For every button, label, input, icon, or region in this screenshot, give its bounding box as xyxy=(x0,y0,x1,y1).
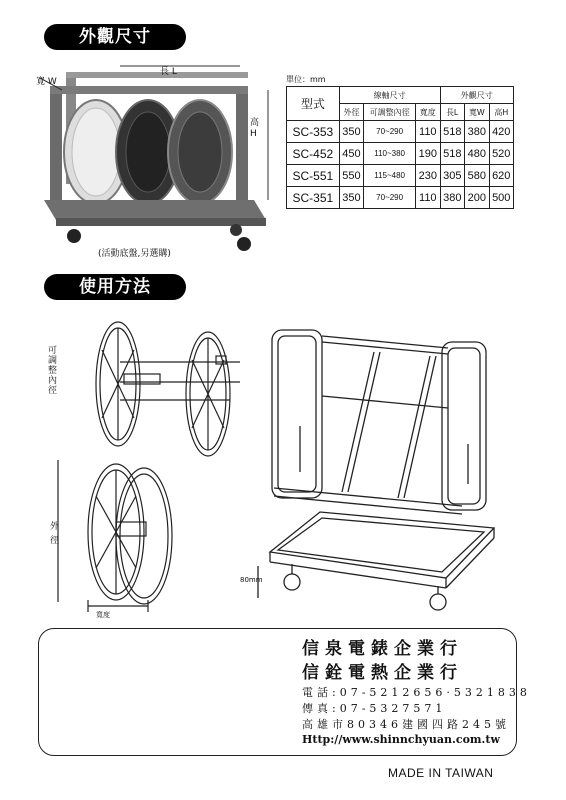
cell: 500 xyxy=(489,187,514,209)
company-name-1: 信泉電錶企業行 xyxy=(302,639,463,659)
sub-header: 長L xyxy=(440,104,464,121)
reel-exploded-drawing xyxy=(80,310,250,470)
cell: SC-452 xyxy=(287,143,340,165)
outer-diameter-label: 外徑 xyxy=(50,522,60,546)
cell: 70~290 xyxy=(364,121,416,143)
address-text: 高雄市80346建國四路245號 xyxy=(302,718,510,731)
cell: 518 xyxy=(440,143,464,165)
cell: 110 xyxy=(416,187,440,209)
reel-stand-photo xyxy=(40,60,280,260)
cell: SC-351 xyxy=(287,187,340,209)
cell: 190 xyxy=(416,143,440,165)
website-link[interactable]: Http://www.shinnchyuan.com.tw xyxy=(302,733,500,746)
section-title-dimensions: 外觀尺寸 xyxy=(44,24,186,50)
width-label: 寬 W xyxy=(36,77,57,87)
table-row xyxy=(287,143,514,165)
height-label: 高 H xyxy=(250,118,260,139)
cell: 380 xyxy=(465,121,489,143)
cell: 110~380 xyxy=(364,143,416,165)
cell: 70~290 xyxy=(364,187,416,209)
cell: 350 xyxy=(339,121,363,143)
header-outer: 外觀尺寸 xyxy=(440,87,513,104)
made-in-label: MADE IN TAIWAN xyxy=(388,766,494,780)
cell: SC-353 xyxy=(287,121,340,143)
cell: 380 xyxy=(440,187,464,209)
table-row xyxy=(287,121,514,143)
cell: SC-551 xyxy=(287,165,340,187)
cell: 580 xyxy=(465,165,489,187)
length-label: 長 L xyxy=(160,67,177,77)
cell: 110 xyxy=(416,121,440,143)
height-80-label: 80mm xyxy=(240,576,263,584)
sub-header: 寬度 xyxy=(416,104,440,121)
cell: 518 xyxy=(440,121,464,143)
cell: 420 xyxy=(489,121,514,143)
cell: 480 xyxy=(465,143,489,165)
cell: 305 xyxy=(440,165,464,187)
width-dim-label: 寬度 xyxy=(96,611,110,619)
sub-header: 高H xyxy=(489,104,514,121)
phone-text: 電話:07-5212656·5321838 xyxy=(302,686,531,699)
cell: 450 xyxy=(339,143,363,165)
cell: 350 xyxy=(339,187,363,209)
cell: 550 xyxy=(339,165,363,187)
unit-label: 單位：mm xyxy=(286,75,326,84)
table-row xyxy=(287,165,514,187)
header-model: 型式 xyxy=(287,87,340,121)
stand-frame-drawing xyxy=(262,316,498,616)
company-name-2: 信銓電熱企業行 xyxy=(302,663,463,683)
table-row xyxy=(287,187,514,209)
cell: 520 xyxy=(489,143,514,165)
sub-header: 寬W xyxy=(465,104,489,121)
reel-assembled-drawing xyxy=(52,456,182,626)
cell: 115~480 xyxy=(364,165,416,187)
sub-header: 外徑 xyxy=(339,104,363,121)
cell: 620 xyxy=(489,165,514,187)
section-title-usage: 使用方法 xyxy=(44,274,186,300)
adjustable-inner-label: 可調整內徑 xyxy=(48,346,58,396)
header-reel: 線軸尺寸 xyxy=(339,87,440,104)
fax-text: 傳真:07-5327571 xyxy=(302,702,447,715)
photo-caption: (活動底盤,另選購) xyxy=(98,249,171,259)
cell: 200 xyxy=(465,187,489,209)
sub-header: 可調整內徑 xyxy=(364,104,416,121)
cell: 230 xyxy=(416,165,440,187)
spec-table xyxy=(286,86,514,209)
